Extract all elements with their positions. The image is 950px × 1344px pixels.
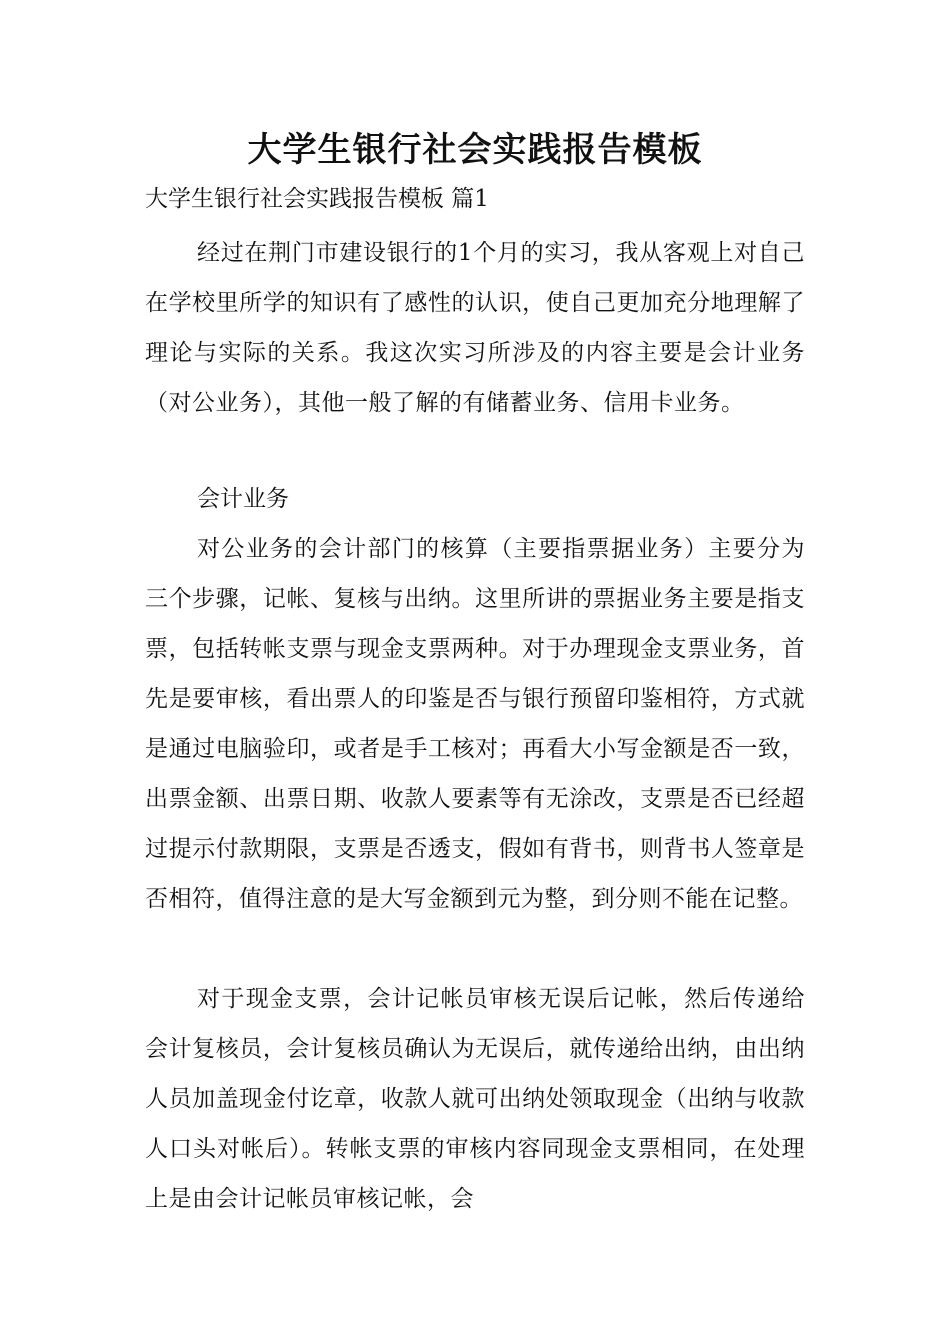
paragraph-intro: 经过在荆门市建设银行的1个月的实习，我从客观上对自己在学校里所学的知识有了感性的认识，使自己更加充分地理解了理论与实际的关系。我这次实习所涉及的内容主要是会计业务（对公业务），其他一般了解的有储蓄业务、信用卡业务。	[145, 240, 805, 416]
paragraph-cash-cheque: 对于现金支票，会计记帐员审核无误后记帐，然后传递给会计复核员，会计复核员确认为无误后，就传递给出纳，由出纳人员加盖现金付讫章，收款人就可出纳处领取现金（出纳与收款人口头对帐后）。转帐支票的审核内容同现金支票相同，在处理上是由会计记帐员审核记帐，会	[145, 986, 805, 1212]
document-title: 大学生银行社会实践报告模板	[247, 130, 703, 170]
document-subtitle: 大学生银行社会实践报告模板 篇1	[145, 186, 489, 212]
paragraph-accounting-process: 对公业务的会计部门的核算（主要指票据业务）主要分为三个步骤，记帐、复核与出纳。这里所讲的票据业务主要是指支票，包括转帐支票与现金支票两种。对于办理现金支票业务，首先是要审核，看出票人的印鉴是否与银行预留印鉴相符，方式就是通过电脑验印，或者是手工核对；再看大小写金额是否一致，出票金额、出票日期、收款人要素等有无涂改，支票是否已经超过提示付款期限，支票是否透支，假如有背书，则背书人签章是否相符，值得注意的是大写金额到元为整，到分则不能在记整。	[145, 536, 805, 912]
section-heading-accounting: 会计业务	[197, 486, 289, 512]
